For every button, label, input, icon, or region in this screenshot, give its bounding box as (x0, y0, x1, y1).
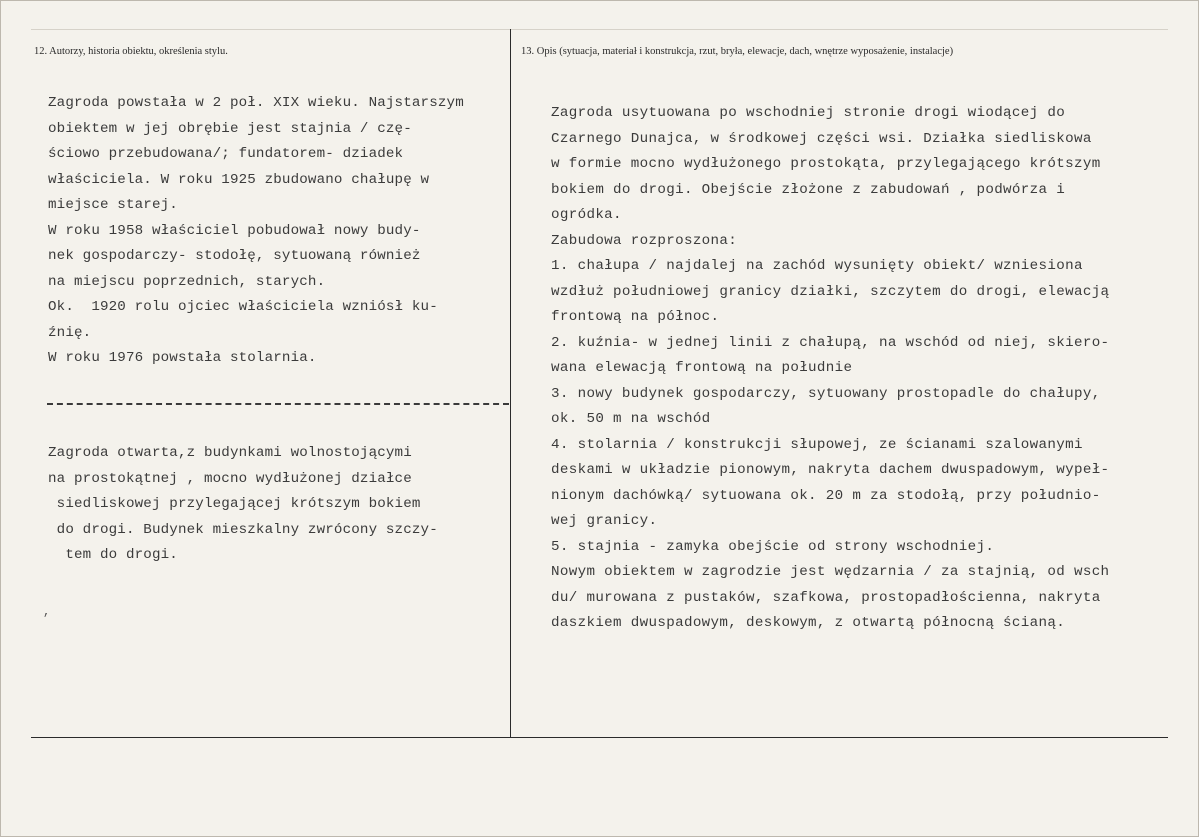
description-line: 5. stajnia - zamyka obejście od strony wschodniej. (551, 538, 995, 555)
style-line: na prostokątnej , mocno wydłużonej działce (48, 470, 412, 487)
description-line: w formie mocno wydłużonego prostokąta, przylegającego krótszym (551, 156, 1101, 172)
dashed-separator (47, 403, 509, 405)
history-line: ściowo przebudowana/; fundatorem- dziadek (48, 146, 404, 162)
description-line: deskami w układzie pionowym, nakryta dachem dwuspadowym, wypeł- (551, 462, 1110, 478)
description-line: frontową na północ. (551, 309, 720, 325)
history-line: na miejscu poprzednich, starych. (48, 273, 326, 290)
description-line: 1. chałupa / najdalej na zachód wysunięty obiekt/ wzniesiona (551, 258, 1083, 274)
description-line: 2. kuźnia- w jednej linii z chałupą, na wschód od niej, skiero- (551, 334, 1110, 351)
column-divider (510, 29, 511, 737)
style-line: siedliskowej przylegającej krótszym bokiem (48, 496, 421, 512)
style-line: do drogi. Budynek mieszkalny zwrócony szczy- (48, 521, 438, 538)
history-line: Ok. 1920 rolu ojciec właściciela wzniósł ku- (48, 299, 438, 315)
pen-mark: , (43, 605, 51, 619)
history-line: właściciela. W roku 1925 zbudowano chałupę w (48, 171, 430, 188)
description-line: wej granicy. (551, 513, 658, 529)
style-line: tem do drogi. (48, 547, 178, 563)
section-12-header: 12. Autorzy, historia obiektu, określenia stylu. (34, 46, 228, 57)
description-line: wana elewacją frontową na południe (551, 360, 853, 376)
top-rule (31, 29, 1168, 30)
history-line: miejsce starej. (48, 197, 178, 213)
description-line: Zabudowa rozproszona: (551, 232, 738, 249)
description-line: Nowym obiektem w zagrodzie jest wędzarnia / za stajnią, od wsch (551, 564, 1110, 580)
description-line: du/ murowana z pustaków, szafkowa, prostopadłościenna, nakryta (551, 589, 1101, 606)
description-line: ogródka. (551, 207, 622, 223)
style-text-block (48, 441, 438, 569)
description-line: 4. stolarnia / konstrukcji słupowej, ze ścianami szalowanymi (551, 436, 1083, 453)
description-line: wzdłuż południowej granicy działki, szczytem do drogi, elewacją (551, 283, 1110, 300)
history-line: źnię. (48, 324, 92, 341)
history-text-block (48, 91, 464, 372)
description-line: daszkiem dwuspadowym, deskowym, z otwartą północną ścianą. (551, 615, 1066, 631)
description-line: bokiem do drogi. Obejście złożone z zabudowań , podwórza i (551, 181, 1066, 198)
section-13-header: 13. Opis (sytuacja, materiał i konstrukcja, rzut, bryła, elewacje, dach, wnętrze wyposażenie, instalacje) (521, 46, 954, 57)
description-line: 3. nowy budynek gospodarczy, sytuowany prostopadle do chałupy, (551, 385, 1101, 402)
bottom-rule (31, 737, 1168, 738)
description-text-block (551, 101, 1109, 637)
history-line: nek gospodarczy- stodołę, sytuowaną również (48, 248, 421, 264)
style-line: Zagroda otwarta,z budynkami wolnostojącymi (48, 445, 412, 461)
description-line: nionym dachówką/ sytuowana ok. 20 m za stodołą, przy południo- (551, 487, 1101, 504)
description-line: Czarnego Dunajca, w środkowej części wsi. Działka siedliskowa (551, 130, 1092, 147)
history-line: obiektem w jej obrębie jest stajnia / czę- (48, 120, 412, 137)
history-line: Zagroda powstała w 2 poł. XIX wieku. Najstarszym (48, 95, 464, 111)
history-line: W roku 1976 powstała stolarnia. (48, 350, 317, 366)
description-line: ok. 50 m na wschód (551, 411, 711, 427)
history-line: W roku 1958 właściciel pobudował nowy budy- (48, 222, 421, 239)
description-line: Zagroda usytuowana po wschodniej stronie drogi wiodącej do (551, 105, 1066, 121)
